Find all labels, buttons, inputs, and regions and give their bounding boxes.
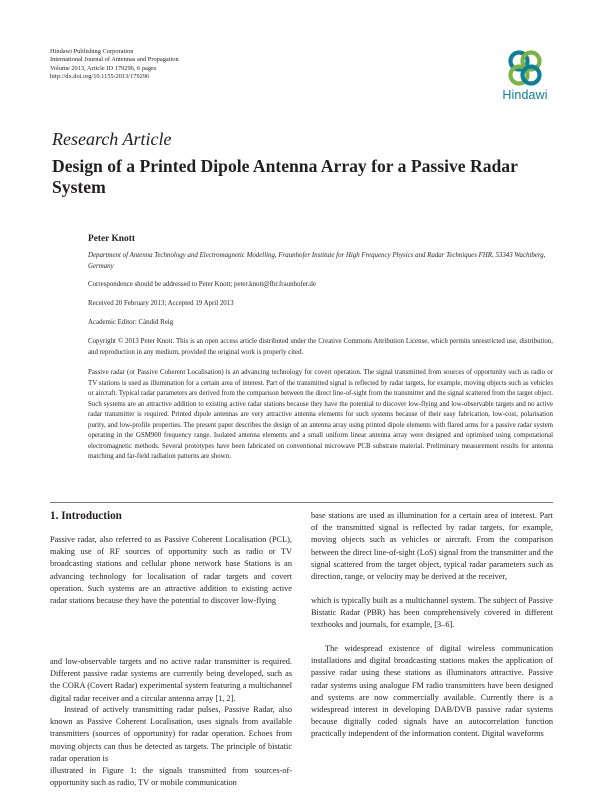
volume-line: Volume 2013, Article ID 179296, 6 pages (50, 64, 157, 72)
right-column-paragraph-1-cont (311, 595, 553, 632)
right-column-paragraph-2 (311, 643, 553, 741)
paragraph: base stations are used as illumination for a certain area of interest. Part of the transmitted signal is reflected by radar targets, for example, moving objects such as vehicles or aircraft. From the comparison between the direct line-of-sight (LoS) signal from the transmitter and the signal scattered from the target object, typical radar parameters such as direction, range, or velocity may be derived at the receiver, (311, 511, 553, 582)
academic-editor: Academic Editor: Càndid Reig (88, 319, 174, 326)
abstract: Passive radar (or Passive Coherent Localisation) is an advancing technology for covert operation. The signal transmitted from sources of opportunity such as radio or TV stations is used as illumination for a certain area of interest. Part of the transmitted signal is reflected by radar targets, for example, moving objects such as vehicles or aircraft. Typical radar parameters are derived from the comparison between the direct line-of-sight from the transmitter and the signal scattered from the target object. Such systems are an attractive addition to existing active radar stations because they have the potential to discover low-flying and low-observable targets and no active radar transmitter is required. Printed dipole antennas are very attractive antenna elements for such systems because of their easy fabrication, low-cost, polarisation purity, and low-profile properties. The present paper describes the design of an antenna array using printed dipole elements with flared arms for a passive radar system operating in the GSM900 frequency range. Isolated antenna elements and a small uniform linear antenna array were designed and optimised using computational electromagnetic methods. Several prototypes have been fabricated on conventional microwave PCB substrate material. Preliminary measurement results for antenna matching and far-field radiation patterns are shown. (88, 369, 553, 460)
correspondence-line: Correspondence should be addressed to Peter Knott; peter.knott@fhr.fraunhofer.de (88, 281, 316, 288)
journal-name: International Journal of Antennas and Propagation (50, 56, 179, 64)
right-column-paragraph-1 (311, 510, 553, 583)
author-name: Peter Knott (88, 234, 135, 244)
paragraph: Passive radar, also referred to as Passive Coherent Localisation (PCL), making use of RF sources of opportunity such as radio or TV broadcasting stations and cellular phone network base Stations is an advancing technology for localisation of radar targets and covert operation. Such systems are an attractive addition to existing active radar stations because they have the potential to discover low-flying (50, 535, 292, 606)
copyright-notice: Copyright © 2013 Peter Knott. This is an open access article distributed under the Creative Commons Attribution License, which permits unrestricted use, distribution, and reproduction in any medium, provided the original work is properly cited. (88, 338, 553, 356)
left-column-paragraph-1 (50, 534, 292, 607)
paragraph: Instead of actively transmitting radar pulses, Passive Radar, also known as Passive Coherent Localisation, uses signals from available transmitters (sources of opportunity) for radar operation. Echoes from moving objects can thus be detected as targets. The principle of bistatic radar operation is (50, 705, 292, 763)
author-affiliation: Department of Antenna Technology and Electromagnetic Modelling, Fraunhofer Institute for High Frequency Physics and Radar Techniques FHR, 53343 Wachtberg, Germany (88, 252, 546, 270)
doi-link[interactable]: http://dx.doi.org/10.1155/2013/179296 (50, 73, 150, 81)
article-title: Design of a Printed Dipole Antenna Array for a Passive Radar System (52, 156, 518, 197)
publication-header (50, 48, 370, 82)
section-divider (50, 502, 553, 503)
paragraph: The widespread existence of digital wireless communication installations and digital broadcasting stations makes the application of passive radar using these stations as illuminators attractive. Passive radar systems using analogue FM radio transmitters have been designed and systems are now commercially available. Currently there is a widespread interest in developing DAB/DVB passive radar systems because digitally coded signals have an autocorrelation function practically independent of the information content. Digital waveforms (311, 644, 553, 739)
hindawi-wordmark: Hindawi (502, 88, 548, 102)
paragraph: and low-observable targets and no active radar transmitter is required. Different passive radar systems are currently being developed, such as the CORA (Covert Radar) experimental system featuring a multichannel digital radar receiver and a circular antenna array [1, 2]. (50, 657, 292, 703)
paragraph: which is typically built as a multichannel system. The subject of Passive Bistatic Radar (PBR) has been comprehensively covered in different textbooks and journals, for example, [3–6]. (311, 596, 553, 630)
article-type: Research Article (52, 129, 172, 149)
hindawi-rings-icon (503, 48, 547, 88)
paragraph: illustrated in Figure 1: the signals transmitted from sources-of-opportunity such as radio, TV or mobile communication (50, 766, 292, 788)
publisher-name: Hindawi Publishing Corporation (50, 48, 134, 55)
hindawi-logo (497, 48, 553, 106)
section-heading-introduction: 1. Introduction (50, 510, 122, 522)
left-column-paragraph-2-cont (50, 765, 292, 789)
left-column-paragraph-1-cont (50, 656, 292, 705)
left-column-paragraph-2 (50, 704, 292, 765)
received-accepted-dates: Received 20 February 2013; Accepted 19 April 2013 (88, 300, 234, 307)
